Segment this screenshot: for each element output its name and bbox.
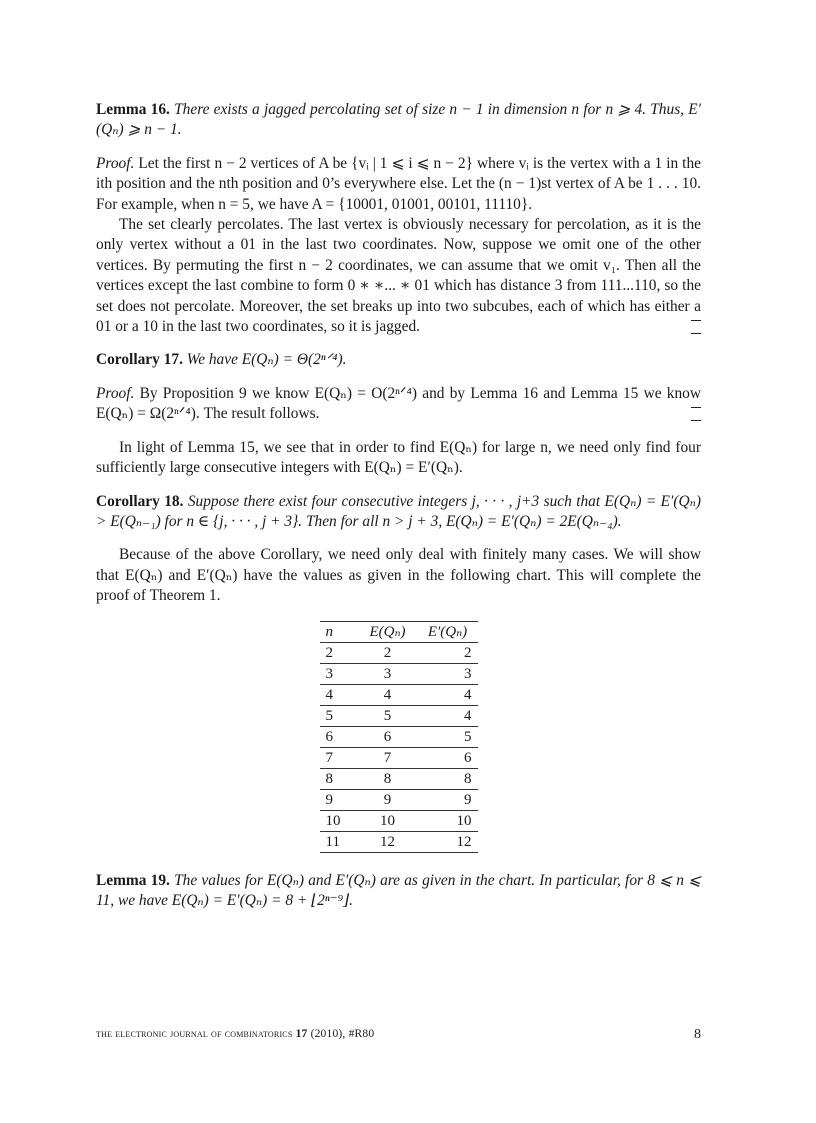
footer-journal bbox=[96, 1028, 374, 1040]
chart-cell-e-prime: 4 bbox=[464, 707, 472, 724]
corollary-18 bbox=[96, 492, 701, 533]
chart-cell-e: 4 bbox=[383, 686, 392, 703]
paragraph-light-of-lemma: In light of Lemma 15, we see that in order to find E(Qₙ) for large n, we need only find four sufficiently large consecutive integers with E(Qₙ) = E′(Qₙ). bbox=[96, 438, 701, 477]
lemma-19 bbox=[96, 871, 701, 912]
table-row bbox=[320, 705, 478, 726]
chart-cell-e: 5 bbox=[383, 707, 392, 724]
values-chart bbox=[320, 621, 478, 853]
chart-cell-n: 7 bbox=[325, 749, 333, 766]
chart-header-row bbox=[320, 621, 478, 642]
lemma-16-label: Lemma 16. bbox=[96, 101, 170, 118]
chart-cell-e: 9 bbox=[383, 791, 392, 808]
chart-cell-e-prime: 6 bbox=[464, 749, 472, 766]
chart-body bbox=[320, 642, 478, 852]
proof-17-label: Proof. bbox=[96, 384, 135, 402]
chart-cell-e-prime: 12 bbox=[456, 833, 472, 850]
table-row bbox=[320, 642, 478, 663]
chart-header-n: n bbox=[325, 623, 333, 640]
chart-header-e: E(Qₙ) bbox=[369, 623, 406, 640]
chart-cell-n: 9 bbox=[325, 791, 333, 808]
chart-cell-e-prime: 2 bbox=[464, 644, 472, 661]
proof-17-text: By Proposition 9 we know E(Qₙ) = O(2ⁿᐟ⁴) and by Lemma 16 and Lemma 15 we know E(Qₙ) = Ω(2ⁿᐟ⁴). The result follows. bbox=[96, 384, 701, 423]
table-row bbox=[320, 810, 478, 831]
lemma-16-statement: There exists a jagged percolating set of size n − 1 in dimension n for n ⩾ 4. Thus, E′(Qₙ) ⩾ n − 1. bbox=[96, 101, 701, 139]
corollary-17-statement: We have E(Qₙ) = Θ(2ⁿᐟ⁴). bbox=[186, 351, 347, 369]
corollary-17-label: Corollary 17. bbox=[96, 351, 183, 369]
chart-cell-e-prime: 8 bbox=[464, 770, 472, 787]
chart-cell-n: 4 bbox=[325, 686, 333, 703]
chart-header-e-prime: E′(Qₙ) bbox=[427, 623, 468, 640]
proof-17 bbox=[96, 384, 701, 425]
footer-journal-name: the electronic journal of combinatorics bbox=[96, 1028, 293, 1040]
paragraph-finite-cases: Because of the above Corollary, we need only deal with finitely many cases. We will show that E(Qₙ) and E′(Qₙ) have the values as given in the following chart. This will complete the proof of Theorem 1. bbox=[96, 546, 701, 605]
chart-cell-e: 6 bbox=[383, 728, 392, 745]
footer-volume: 17 bbox=[295, 1028, 308, 1040]
chart-cell-e: 7 bbox=[383, 749, 392, 766]
proof-16-label: Proof. bbox=[96, 154, 135, 172]
chart-cell-n: 10 bbox=[325, 812, 341, 829]
corollary-18-label: Corollary 18. bbox=[96, 492, 184, 510]
table-row bbox=[320, 663, 478, 684]
corollary-17 bbox=[96, 350, 701, 370]
chart-cell-e-prime: 5 bbox=[464, 728, 472, 745]
proof-16-text-2: The set clearly percolates. The last vertex is obviously necessary for percolation, as it is the only vertex without a 01 in the last two coordinates. Now, suppose we omit one of the other vertices. By permuting the first n − 2 coordinates, we can assume that we omit v₁. Then all the vertices except the last combine to form 0 ∗ ∗... ∗ 01 which has distance 3 from 111...110, so the set does not percolate. Moreover, the set breaks up into two subcubes, each of which has either a 01 or a 10 in the last two coordinates, so it is jagged. bbox=[96, 216, 701, 336]
table-row bbox=[320, 747, 478, 768]
chart-cell-e: 2 bbox=[383, 644, 392, 661]
corollary-18-statement: Suppose there exist four consecutive integers j, · · · , j+3 such that E(Qₙ) = E′(Qₙ) > E(Qₙ₋₁) for n ∈ {j, · · · , j + 3}. Then for all n > j + 3, E(Qₙ) = E′(Qₙ) = 2E(Qₙ₋₄). bbox=[96, 492, 701, 530]
table-row bbox=[320, 768, 478, 789]
table-row bbox=[320, 726, 478, 747]
chart-cell-e: 10 bbox=[380, 812, 395, 829]
chart-cell-e: 3 bbox=[383, 665, 392, 682]
chart-cell-e: 8 bbox=[383, 770, 392, 787]
page-number: 8 bbox=[694, 1027, 701, 1042]
lemma-19-statement: The values for E(Qₙ) and E′(Qₙ) are as given in the chart. In particular, for 8 ⩽ n ⩽ 11, we have E(Qₙ) = E′(Qₙ) = 8 + ⌊2ⁿ⁻⁹⌋. bbox=[96, 871, 701, 909]
table-row bbox=[320, 831, 478, 852]
chart-cell-n: 2 bbox=[325, 644, 333, 661]
chart-cell-e-prime: 9 bbox=[464, 791, 472, 808]
proof-16-para-2 bbox=[96, 215, 701, 337]
proof-16-para-1 bbox=[96, 154, 701, 215]
qed-icon bbox=[691, 320, 701, 334]
chart-cell-n: 3 bbox=[325, 665, 333, 682]
proof-16-text-1: Let the first n − 2 vertices of A be {vᵢ | 1 ⩽ i ⩽ n − 2} where vᵢ is the vertex with a 1 in the ith position and the nth position and 0’s everywhere else. Let the (n − 1)st vertex of A be 1 . . . 10. For example, when n = 5, we have A = {10001, 01001, 00101, 11110}. bbox=[96, 154, 701, 213]
lemma-16 bbox=[96, 100, 701, 141]
chart-cell-n: 8 bbox=[325, 770, 333, 787]
table-row bbox=[320, 684, 478, 705]
chart-cell-e-prime: 10 bbox=[456, 812, 472, 829]
page-body bbox=[96, 100, 701, 911]
chart-cell-e-prime: 4 bbox=[464, 686, 472, 703]
chart-cell-n: 11 bbox=[325, 833, 340, 850]
chart-cell-e: 12 bbox=[380, 833, 395, 850]
lemma-19-label: Lemma 19. bbox=[96, 871, 170, 889]
chart-cell-e-prime: 3 bbox=[464, 665, 472, 682]
chart-cell-n: 5 bbox=[325, 707, 333, 724]
page-footer bbox=[96, 1028, 701, 1040]
table-row bbox=[320, 789, 478, 810]
chart-cell-n: 6 bbox=[325, 728, 333, 745]
qed-icon bbox=[691, 407, 701, 421]
footer-year-article: (2010), #R80 bbox=[310, 1028, 375, 1040]
